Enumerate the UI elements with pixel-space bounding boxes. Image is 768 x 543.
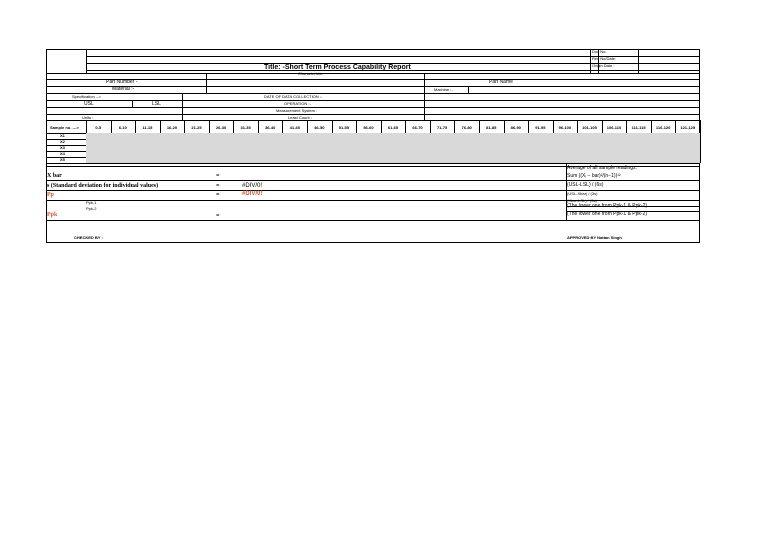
sample-column-header: 56-60 bbox=[363, 125, 374, 130]
ppk1-formula: (USL-Xbar) / (3s) bbox=[567, 191, 598, 196]
rev-no-label: Rev No/Date: bbox=[592, 56, 617, 61]
sample-column-header: 111-115 bbox=[631, 125, 646, 130]
v-rule bbox=[86, 49, 87, 73]
sample-column-header: 31-35 bbox=[240, 125, 251, 130]
sample-column-header: 116-120 bbox=[655, 125, 671, 130]
sample-column-header: 81-85 bbox=[486, 125, 497, 130]
sample-column-header: 121-125 bbox=[680, 125, 696, 130]
sample-column-header: 86-90 bbox=[510, 125, 521, 130]
sample-no-label: Sample no. ---> bbox=[50, 125, 79, 130]
sd-formula: Sum ((Xᵢ − bar)²/(n−1))¹² bbox=[567, 173, 621, 179]
sd-equals: = bbox=[216, 183, 220, 189]
machine-label: Machine :- bbox=[434, 87, 453, 92]
sample-column-header: 21-25 bbox=[191, 125, 202, 130]
ppk2-formula: (Xbar-LSL) / (3s) bbox=[567, 198, 597, 203]
sample-row-label: X1 bbox=[60, 133, 65, 138]
ppk1-label: Ppk-1 bbox=[86, 200, 97, 205]
pp-equals: = bbox=[216, 192, 220, 198]
h-rule bbox=[46, 190, 700, 191]
h-rule bbox=[46, 100, 700, 101]
sd-value: #DIV/0! bbox=[242, 183, 263, 189]
pp-formula: (USL-LSL) / (6s) bbox=[567, 182, 604, 188]
sample-column-header: 16-20 bbox=[166, 125, 178, 130]
v-rule bbox=[590, 49, 591, 73]
h-rule bbox=[46, 220, 700, 221]
xbar-formula: Average of all sample readings. bbox=[567, 165, 637, 171]
sample-column-header: 26-30 bbox=[215, 125, 227, 130]
sample-column-header: 51-55 bbox=[338, 125, 349, 130]
material-label: Material :- bbox=[112, 86, 135, 92]
characteristic-label: Characteristic bbox=[298, 71, 323, 76]
ppk-equals: = bbox=[216, 213, 220, 219]
ppk-formula-b: (The lower one from Ppk-1 & Ppk-2) bbox=[567, 211, 648, 217]
h-rule bbox=[46, 114, 700, 115]
h-rule bbox=[46, 73, 700, 74]
date-collection-label: DATE OF DATA COLLECTION :- bbox=[264, 94, 323, 99]
v-rule bbox=[424, 73, 425, 93]
v-rule bbox=[424, 93, 425, 120]
sd-label: s (Standard deviation for individual values) bbox=[47, 183, 159, 189]
report-title: Title: -Short Term Process Capability Report bbox=[264, 64, 411, 71]
usl-label: USL bbox=[84, 101, 94, 107]
pp-value: #DIV/0! bbox=[242, 191, 263, 197]
sample-column-header: 66-70 bbox=[412, 125, 423, 130]
sample-column-header: 71-75 bbox=[436, 125, 448, 130]
xbar-label: X bar bbox=[47, 173, 62, 179]
sample-column-header: 11-15 bbox=[142, 125, 153, 130]
h-rule bbox=[46, 180, 700, 181]
sample-column-header: 6-10 bbox=[118, 125, 127, 130]
doc-no-label: Doc No: bbox=[592, 49, 607, 54]
least-count-label: Least Count : bbox=[288, 115, 312, 120]
checked-by-label: CHECKED BY : bbox=[74, 235, 103, 240]
sample-row-label: X5 bbox=[60, 157, 65, 162]
operation-label: OPERATION :- bbox=[284, 101, 311, 106]
xbar-equals: = bbox=[216, 173, 220, 179]
sample-column-header: 36-40 bbox=[265, 125, 276, 130]
sample-column-header: 41-45 bbox=[289, 125, 300, 130]
v-rule bbox=[132, 100, 133, 107]
ppk-label: Ppk bbox=[47, 212, 58, 218]
h-rule bbox=[46, 200, 700, 201]
col-rule bbox=[700, 120, 701, 163]
lsl-label: LSL bbox=[152, 101, 161, 107]
ppk2-label: Ppk-2 bbox=[86, 206, 97, 211]
sample-column-header: 96-100 bbox=[558, 125, 572, 130]
part-number-label: Part Number - bbox=[106, 79, 138, 85]
v-rule bbox=[468, 86, 469, 93]
v-rule bbox=[638, 49, 639, 73]
h-rule bbox=[46, 107, 700, 108]
measurement-system-label: Measurement System : bbox=[276, 108, 318, 113]
sample-column-header: 91-95 bbox=[535, 125, 546, 130]
sample-data-shading bbox=[86, 133, 700, 163]
origin-date-label: Origin Date : bbox=[592, 63, 615, 68]
approved-by-label: APPROVED BY Nattan Singh bbox=[567, 235, 622, 240]
v-rule bbox=[206, 73, 207, 93]
sample-row-label: X4 bbox=[60, 151, 65, 156]
h-rule bbox=[46, 86, 700, 87]
sample-column-header: 106-110 bbox=[606, 125, 622, 130]
sample-column-header: 0-5 bbox=[95, 125, 102, 130]
ppk-formula-a: (The lower one from Ppk-1 & Ppk-2) bbox=[567, 203, 648, 209]
h-rule bbox=[46, 79, 700, 80]
sample-column-header: 101-105 bbox=[582, 125, 597, 130]
h-rule bbox=[46, 93, 700, 94]
sample-column-header: 61-65 bbox=[387, 125, 399, 130]
part-name-label: Part Name bbox=[489, 79, 513, 85]
sample-column-header: 46-50 bbox=[314, 125, 325, 130]
sample-row-label: X3 bbox=[60, 145, 65, 150]
sample-column-header: 76-80 bbox=[461, 125, 472, 130]
specification-label: Specification --> bbox=[72, 94, 101, 99]
pp-label: Pp bbox=[47, 192, 55, 198]
row-rule bbox=[46, 163, 700, 164]
units-label: Units : bbox=[82, 115, 94, 120]
v-rule bbox=[182, 93, 183, 120]
sample-row-label: X2 bbox=[60, 139, 65, 144]
